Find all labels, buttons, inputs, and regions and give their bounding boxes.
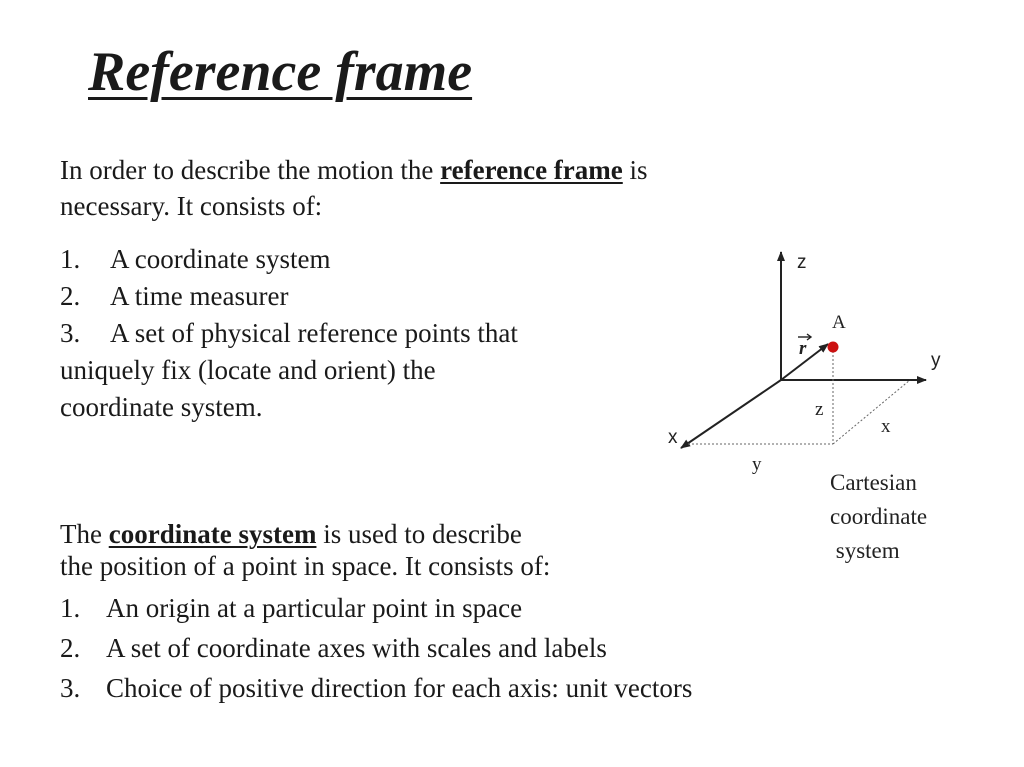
frame-item-2-text: A time measurer (110, 281, 289, 311)
z-projection-label: z (815, 399, 824, 420)
frame-item-1-number: 1. (60, 244, 81, 274)
coord-term-coordinate-system: coordinate system (108, 519, 317, 549)
y-axis-label: y (931, 350, 941, 371)
coord-item-2-text: A set of coordinate axes with scales and labels (106, 633, 607, 663)
x-axis-label: x (668, 427, 678, 448)
x-projection-line (833, 380, 910, 444)
caption-line-1: Cartesian (830, 470, 917, 495)
point-a-dot (828, 342, 839, 353)
intro-line-2: necessary. It consists of: (60, 191, 323, 221)
slide-title: Reference frame (88, 41, 473, 103)
caption-line-3: system (830, 538, 900, 563)
z-axis-label: z (797, 252, 807, 273)
coord-item-3-text: Choice of positive direction for each axis: unit vectors (106, 673, 693, 703)
coord-text-pre: The (60, 519, 109, 549)
point-a-label: A (832, 312, 846, 333)
y-projection-label: y (752, 454, 762, 475)
coord-text-post: is used to describe (316, 519, 522, 549)
caption-line-2: coordinate (830, 504, 928, 529)
frame-item-3-number: 3. (60, 318, 81, 348)
coord-item-1-text: An origin at a particular point in space (106, 593, 523, 623)
coord-item-2-number: 2. (60, 633, 81, 663)
frame-item-2-number: 2. (60, 281, 81, 311)
frame-item-3-text: A set of physical reference points that (110, 318, 518, 348)
x-axis (681, 380, 781, 448)
intro-text-post: is (622, 155, 648, 185)
coord-line-2: the position of a point in space. It consists of: (60, 551, 551, 581)
frame-item-3-cont-1: uniquely fix (locate and orient) the (60, 355, 436, 385)
intro-text-pre: In order to describe the motion the (60, 155, 441, 185)
coord-item-3-number: 3. (60, 673, 81, 703)
x-projection-label: x (881, 416, 891, 437)
intro-term-reference-frame: reference frame (440, 155, 623, 185)
frame-item-1-text: A coordinate system (110, 244, 331, 274)
coord-item-1-number: 1. (60, 593, 81, 623)
vector-r-label: r (799, 338, 807, 359)
frame-item-3-cont-2: coordinate system. (60, 392, 263, 422)
